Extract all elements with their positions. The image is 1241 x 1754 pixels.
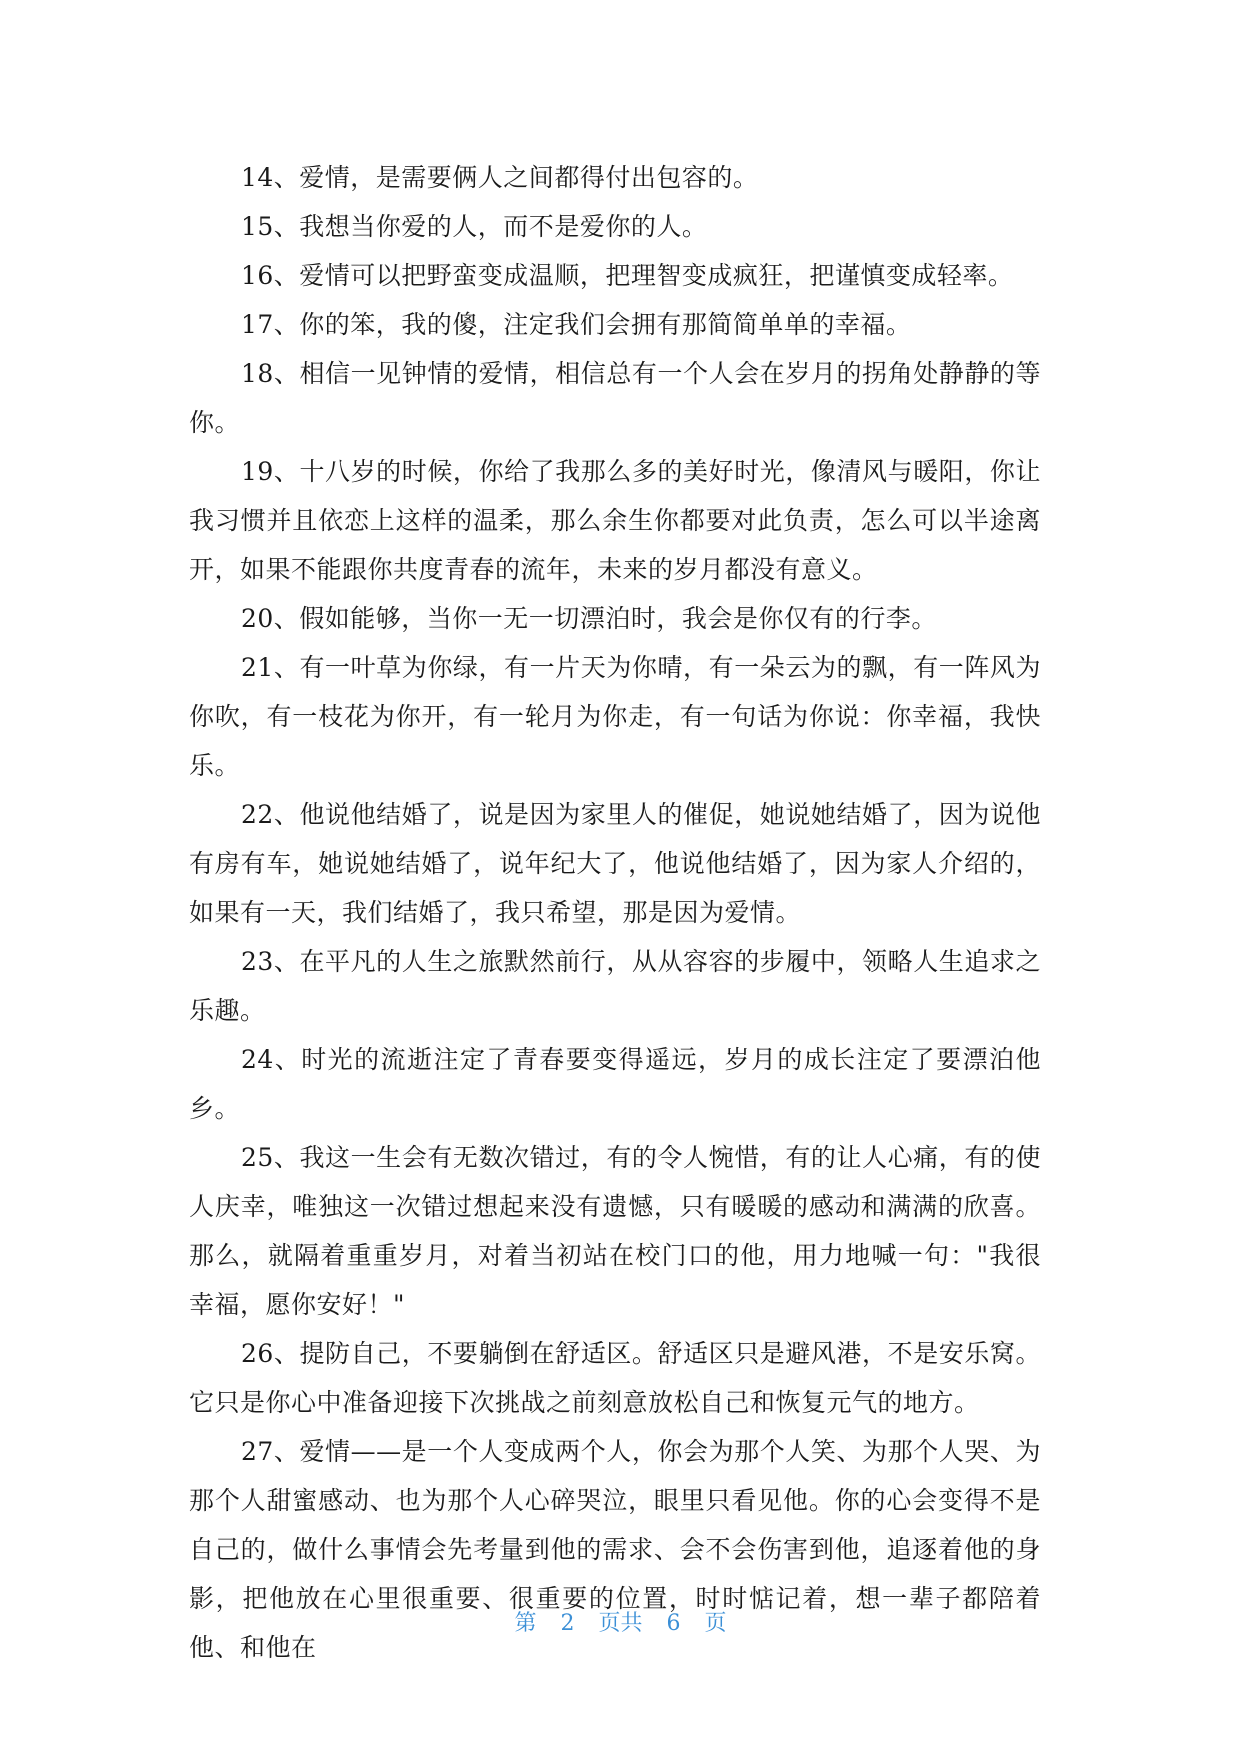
paragraph-16: 16、爱情可以把野蛮变成温顺，把理智变成疯狂，把谨慎变成轻率。	[241, 261, 1014, 290]
paragraph-21: 21、有一叶草为你绿，有一片天为你晴，有一朵云为的飘，有一阵风为你吹，有一枝花为你开，有一轮月为你走，有一句话为你说：你幸福，我快乐。	[189, 653, 1041, 780]
paragraph-22: 22、他说他结婚了，说是因为家里人的催促，她说她结婚了，因为说他有房有车，她说她结婚了，说年纪大了，他说他结婚了，因为家人介绍的，如果有一天，我们结婚了，我只希望，那是因为爱情。	[189, 800, 1041, 927]
paragraph-17: 17、你的笨，我的傻，注定我们会拥有那简简单单的幸福。	[241, 310, 912, 339]
footer-current-page: 2	[560, 1611, 575, 1636]
footer-middle: 页共	[598, 1611, 643, 1636]
paragraph-26: 26、提防自己，不要躺倒在舒适区。舒适区只是避风港，不是安乐窝。它只是你心中准备迎接下次挑战之前刻意放松自己和恢复元气的地方。	[189, 1339, 1041, 1417]
document-body	[189, 153, 1041, 1672]
page-footer	[0, 1610, 1241, 1638]
paragraph-23: 23、在平凡的人生之旅默然前行，从从容容的步履中，领略人生追求之乐趣。	[189, 947, 1041, 1025]
paragraph-24: 24、时光的流逝注定了青春要变得遥远，岁月的成长注定了要漂泊他乡。	[189, 1045, 1041, 1123]
paragraph-19: 19、十八岁的时候，你给了我那么多的美好时光，像清风与暖阳，你让我习惯并且依恋上这样的温柔，那么余生你都要对此负责，怎么可以半途离开，如果不能跟你共度青春的流年，未来的岁月都没有意义。	[189, 457, 1041, 584]
paragraph-20: 20、假如能够，当你一无一切漂泊时，我会是你仅有的行李。	[241, 604, 937, 633]
paragraph-25: 25、我这一生会有无数次错过，有的令人惋惜，有的让人心痛，有的使人庆幸，唯独这一次错过想起来没有遗憾，只有暖暖的感动和满满的欣喜。那么，就隔着重重岁月，对着当初站在校门口的他，用力地喊一句："我很幸福，愿你安好！"	[189, 1143, 1041, 1319]
paragraph-18: 18、相信一见钟情的爱情，相信总有一个人会在岁月的拐角处静静的等你。	[189, 359, 1041, 437]
footer-total-pages: 6	[666, 1611, 681, 1636]
footer-suffix: 页	[704, 1611, 727, 1636]
paragraph-15: 15、我想当你爱的人，而不是爱你的人。	[241, 212, 708, 241]
footer-prefix: 第	[514, 1611, 537, 1636]
paragraph-14: 14、爱情，是需要俩人之间都得付出包容的。	[241, 163, 759, 192]
paragraph-27: 27、爱情——是一个人变成两个人，你会为那个人笑、为那个人哭、为那个人甜蜜感动、也为那个人心碎哭泣，眼里只看见他。你的心会变得不是自己的，做什么事情会先考量到他的需求、会不会伤害到他，追逐着他的身影，把他放在心里很重要、很重要的位置，时时惦记着，想一辈子都陪着他、和他在	[189, 1437, 1041, 1662]
